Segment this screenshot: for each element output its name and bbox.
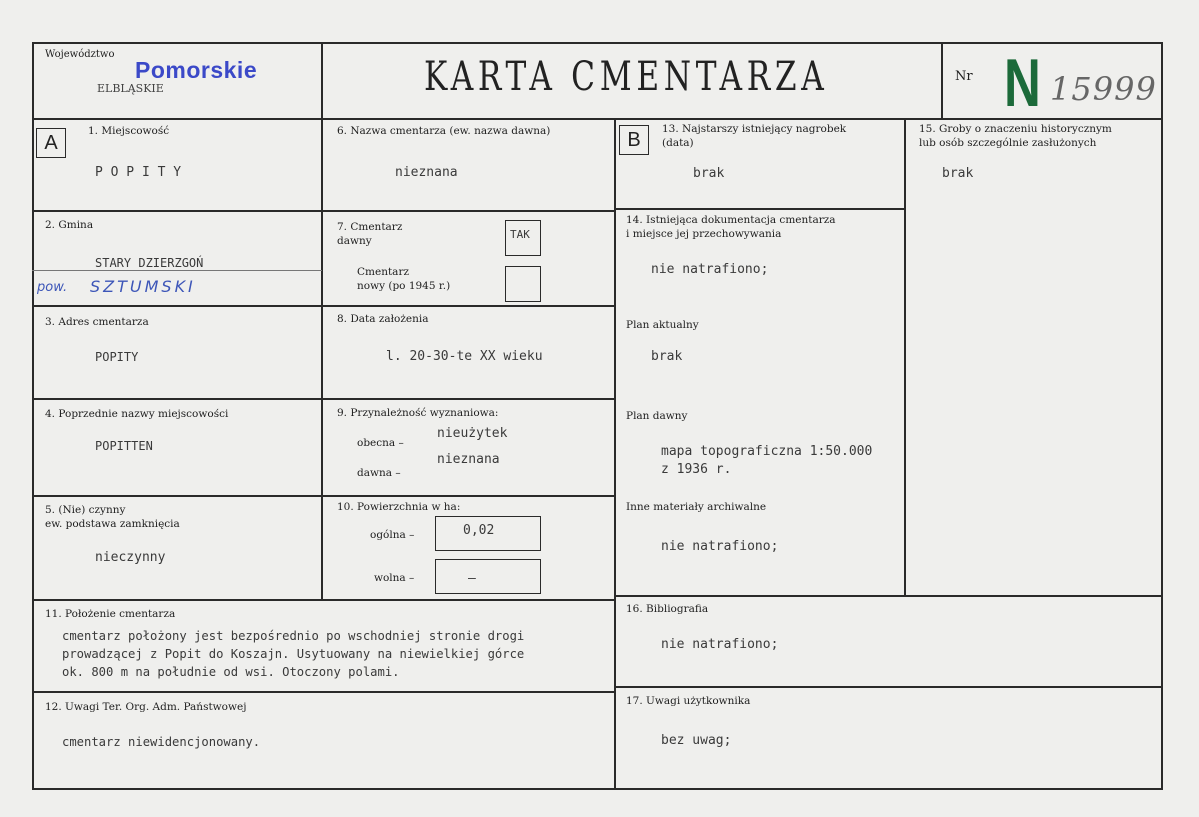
field-15-value: brak — [942, 166, 974, 181]
wojewodztwo-stamp: Pomorskie — [135, 57, 258, 83]
field-10-wolna-value: – — [468, 571, 476, 586]
frame-right — [1161, 42, 1163, 790]
field-6-label: 6. Nazwa cmentarza (ew. nazwa dawna) — [337, 125, 551, 137]
field-11-value: cmentarz położony jest bezpośrednio po wschodniej stronie drogi prowadzącej z Popit do Koszajn. Usytuowany na niewielkiej górce ok. 800 m na południe od wsi. Otoczony polami. — [62, 629, 525, 679]
field-2-label: 2. Gmina — [45, 219, 94, 231]
nr-label: Nr — [955, 69, 973, 84]
field-3-value: POPITY — [95, 350, 139, 364]
field-14-label: 14. Istniejąca dokumentacja cmentarza i miejsce jej przechowywania — [626, 214, 836, 240]
field-16-label: 16. Bibliografia — [626, 603, 709, 615]
field-16-value: nie natrafiono; — [661, 637, 779, 652]
row-line-4 — [32, 495, 616, 497]
frame-left — [32, 42, 34, 790]
field-8-value: l. 20-30-te XX wieku — [386, 349, 543, 364]
row-line-6 — [32, 691, 616, 693]
field-7-tak: TAK — [510, 228, 530, 241]
field-3-label: 3. Adres cmentarza — [45, 316, 149, 328]
field-5-label: 5. (Nie) czynny ew. podstawa zamknięcia — [45, 504, 180, 530]
plan-dawny-value: mapa topograficzna 1:50.000 z 1936 r. — [661, 444, 873, 477]
wojewodztwo-label: Województwo — [45, 49, 115, 60]
field-17-value: bez uwag; — [661, 733, 732, 748]
field-4-value: POPITTEN — [95, 439, 153, 453]
inne-label: Inne materiały archiwalne — [626, 501, 767, 513]
field-10-ogolna-value: 0,02 — [463, 523, 495, 538]
col-line-3 — [904, 118, 906, 596]
nr-letter: N — [1004, 45, 1041, 121]
field-8-label: 8. Data założenia — [337, 313, 429, 325]
field-6-value: nieznana — [395, 165, 458, 180]
field-1-value: P O P I T Y — [95, 165, 182, 180]
field-14-value: nie natrafiono; — [651, 262, 769, 277]
section-b-badge: B — [619, 125, 649, 155]
plan-aktualny-label: Plan aktualny — [626, 319, 699, 331]
field-10-wolna-box[interactable] — [435, 559, 541, 594]
plan-aktualny-value: brak — [651, 349, 683, 364]
inne-value: nie natrafiono; — [661, 539, 779, 554]
plan-dawny-label: Plan dawny — [626, 410, 688, 422]
row-line-b1 — [614, 208, 906, 210]
section-a-badge: A — [36, 128, 66, 158]
row-line-3 — [32, 398, 616, 400]
field-10-label: 10. Powierzchnia w ha: — [337, 501, 461, 513]
header-vline-1 — [321, 42, 323, 120]
field-12-label: 12. Uwagi Ter. Org. Adm. Państwowej — [45, 701, 247, 713]
col-line-2 — [614, 118, 616, 790]
field-4-label: 4. Poprzednie nazwy miejscowości — [45, 408, 229, 420]
field-11-label: 11. Położenie cmentarza — [45, 608, 176, 620]
field-9-obecna-value: nieużytek — [437, 426, 508, 441]
field-15-label: 15. Groby o znaczeniu historycznym lub osób szczególnie zasłużonych — [919, 123, 1112, 149]
field-2-hand-prefix: pow. — [37, 280, 68, 295]
field-9-dawna-label: dawna – — [357, 467, 401, 479]
col-line-1 — [321, 118, 323, 600]
page-title: KARTA CMENTARZA — [424, 54, 829, 100]
row-line-2 — [32, 305, 616, 307]
field-7-new-box[interactable] — [505, 266, 541, 302]
row-line-5 — [32, 599, 616, 601]
field-9-obecna-label: obecna – — [357, 437, 404, 449]
field-10-ogolna-label: ogólna – — [370, 529, 415, 541]
frame-top — [32, 42, 1163, 44]
nr-number: 15999 — [1050, 70, 1157, 108]
field-2-hand-value: SZTUMSKI — [90, 277, 196, 296]
row-line-b2 — [614, 595, 1163, 597]
row-line-b3 — [614, 686, 1163, 688]
header-divider — [32, 118, 1163, 120]
field-9-dawna-value: nieznana — [437, 452, 500, 467]
field-7-new-label: Cmentarz nowy (po 1945 r.) — [357, 266, 451, 292]
wojewodztwo-old: ELBLĄSKIE — [97, 82, 164, 95]
field-7-label: 7. Cmentarz dawny — [337, 221, 403, 247]
field-2-value: STARY DZIERZGOŃ — [95, 256, 204, 270]
field-9-label: 9. Przynależność wyznaniowa: — [337, 407, 499, 419]
row-line-1 — [32, 210, 616, 212]
field-13-value: brak — [693, 166, 725, 181]
header-vline-2 — [941, 42, 943, 120]
field-17-label: 17. Uwagi użytkownika — [626, 695, 751, 707]
field-1-label: 1. Miejscowość — [88, 125, 170, 137]
frame-bottom — [32, 788, 1163, 790]
field-13-label: 13. Najstarszy istniejący nagrobek (data) — [662, 123, 847, 149]
field-10-wolna-label: wolna – — [374, 572, 415, 584]
field-12-value: cmentarz niewidencjonowany. — [62, 735, 261, 749]
field-5-value: nieczynny — [95, 550, 166, 565]
